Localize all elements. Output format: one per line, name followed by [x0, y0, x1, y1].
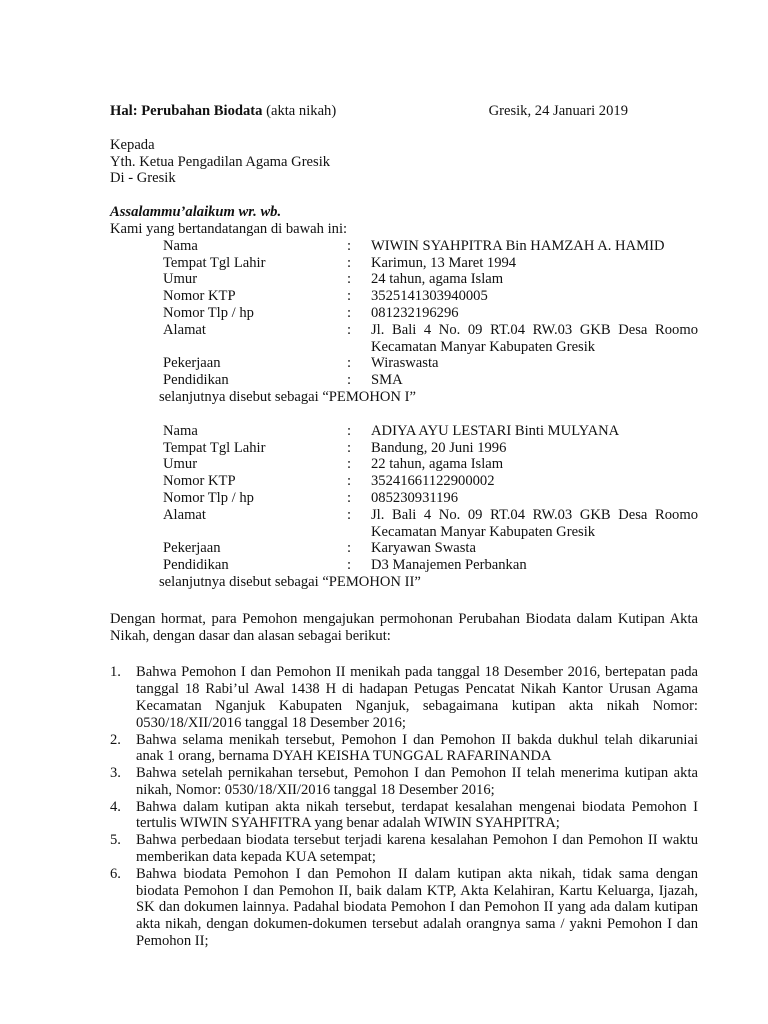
- applicant-2-row-phone: Nomor Tlp / hp : 085230931196: [163, 489, 459, 506]
- applicant-2-row-education: Pendidikan : D3 Manajemen Perbankan: [163, 557, 527, 574]
- letter-header: [110, 103, 628, 120]
- list-item: 3. Bahwa setelah pernikahan tersebut, Pemohon I dan Pemohon II telah menerima kutipan akta nikah, Nomor: 0530/18/XII/2016 tanggal 18 Desember 2016;: [110, 765, 698, 798]
- applicant-1-row-address: Alamat : Jl. Bali 4 No. 09 RT.04 RW.03 GKB Desa Roomo Kecamatan Manyar Kabupaten Gresik: [163, 321, 698, 355]
- grounds-list: [110, 664, 698, 950]
- greeting: Assalammu’alaikum wr. wb.: [110, 204, 282, 221]
- intro-text: Kami yang bertandatangan di bawah ini:: [110, 220, 348, 237]
- subject-note: (akta nikah): [262, 103, 337, 119]
- recipient-line-2: Yth. Ketua Pengadilan Agama Gresik: [110, 153, 331, 170]
- list-item: 2. Bahwa selama menikah tersebut, Pemohon I dan Pemohon II bakda dukhul telah dikaruniai anak 1 orang, bernama DYAH KEISHA TUNGGAL RAFARINANDA: [110, 731, 698, 765]
- subject-label: Hal: Perubahan Biodata: [110, 103, 263, 119]
- applicant-2-row-job: Pekerjaan : Karyawan Swasta: [163, 540, 476, 557]
- applicant-1-row-ktp: Nomor KTP : 3525141303940005: [163, 288, 488, 305]
- applicant-2-row-address: Alamat : Jl. Bali 4 No. 09 RT.04 RW.03 GKB Desa Roomo Kecamatan Manyar Kabupaten Gresik: [163, 506, 698, 540]
- applicant-2-row-birth: Tempat Tgl Lahir : Bandung, 20 Juni 1996: [163, 439, 507, 456]
- applicant-2-row-ktp: Nomor KTP : 35241661122900002: [163, 473, 495, 490]
- applicant-1-row-name: Nama : WIWIN SYAHPITRA Bin HAMZAH A. HAMID: [163, 237, 665, 254]
- applicant-1-row-job: Pekerjaan : Wiraswasta: [163, 355, 439, 372]
- list-item: 4. Bahwa dalam kutipan akta nikah tersebut, terdapat kesalahan mengenai biodata Pemohon I tertulis WIWIN SYAHFITRA yang benar adalah WIWIN SYAHPITRA;: [110, 798, 698, 832]
- list-item: 1. Bahwa Pemohon I dan Pemohon II menikah pada tanggal 18 Desember 2016, bertepatan pada tanggal 18 Rabi’ul Awal 1438 H di hadapan Petugas Pencatat Nikah Kantor Urusan Agama Kecamatan Nganjuk Kabupaten Nganjuk, sebagaimana kutipan akta nikah Nomor: 0530/18/XII/2016 tanggal 18 Desember 2016;: [110, 664, 698, 731]
- body-paragraph: Dengan hormat, para Pemohon mengajukan permohonan Perubahan Biodata dalam Kutipan Akta Nikah, dengan dasar dan alasan sebagai berikut:: [110, 610, 698, 644]
- recipient-line-1: Kepada: [110, 136, 155, 153]
- recipient-line-3: Di - Gresik: [110, 170, 176, 187]
- applicant-2-designation: selanjutnya disebut sebagai “PEMOHON II”: [159, 573, 421, 590]
- applicant-2-row-age: Umur : 22 tahun, agama Islam: [163, 456, 504, 473]
- applicant-1-row-birth: Tempat Tgl Lahir : Karimun, 13 Maret 1994: [163, 254, 517, 271]
- applicant-2-block: [163, 423, 698, 574]
- applicant-1-row-education: Pendidikan : SMA: [163, 372, 403, 389]
- applicant-1-row-age: Umur : 24 tahun, agama Islam: [163, 271, 504, 288]
- list-item: 5. Bahwa perbedaan biodata tersebut terjadi karena kesalahan Pemohon I dan Pemohon II waktu memberikan data kepada KUA setempat;: [110, 832, 698, 866]
- place-date: Gresik, 24 Januari 2019: [488, 103, 628, 119]
- applicant-1-block: [163, 238, 698, 389]
- applicant-1-designation: selanjutnya disebut sebagai “PEMOHON I”: [159, 388, 416, 405]
- applicant-1-row-phone: Nomor Tlp / hp : 081232196296: [163, 304, 459, 321]
- subject-line: [110, 103, 336, 120]
- applicant-2-row-name: Nama : ADIYA AYU LESTARI Binti MULYANA: [163, 422, 620, 439]
- list-item: 6. Bahwa biodata Pemohon I dan Pemohon II dalam kutipan akta nikah, tidak sama dengan biodata Pemohon I dan Pemohon II, baik dalam KTP, Akta Kelahiran, Kartu Keluarga, Ijazah, SK dan dokumen lainnya. Padahal biodata Pemohon I dan Pemohon II yang ada dalam kutipan akta nikah, dengan dokumen-dokumen tersebut adalah orangnya sama / yakni Pemohon I dan Pemohon II;: [110, 865, 698, 950]
- recipient-block: [110, 137, 698, 187]
- letter-page: [110, 103, 698, 950]
